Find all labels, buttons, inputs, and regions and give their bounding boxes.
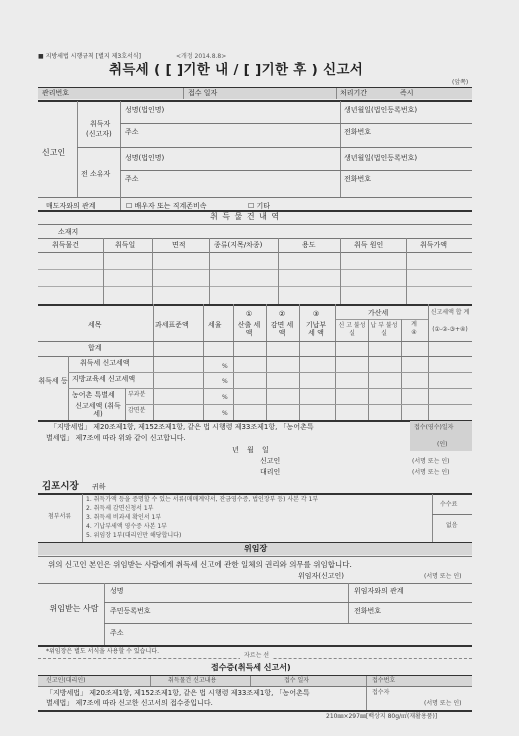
receipt-reporter-label: 신고인(대리인) [46, 677, 86, 684]
rule [104, 602, 472, 603]
addressee-suffix: 귀하 [92, 483, 106, 491]
rule [340, 101, 341, 197]
rule [38, 197, 472, 198]
rule [299, 304, 300, 420]
additional-tax-payment: 납 부 불성실 [370, 322, 398, 337]
calc-tax-num: ① [245, 310, 253, 318]
acquirer-sub-label: (신고자) [86, 130, 112, 138]
acquirer-phone-label: 전화번호 [344, 128, 372, 136]
property-col-use: 용도 [302, 241, 316, 249]
declaration-agent: 대리인 [260, 468, 281, 476]
rule [104, 583, 105, 645]
rule [336, 319, 428, 320]
rule [38, 556, 472, 557]
property-col-area: 면적 [172, 241, 186, 249]
pct-symbol: % [222, 378, 228, 385]
attachment-item-5: 5. 위임장 1부(대리인만 해당합니다) [86, 532, 182, 539]
tax-row-farm-report: 신고세액 (취득세) [75, 402, 121, 419]
rule [335, 304, 336, 420]
receipt-title: 접수증(취득세 신고서) [211, 663, 291, 672]
rule [38, 100, 472, 102]
reporter-section-label: 신고인 [42, 148, 66, 157]
agent-sign[interactable]: (서명 또는 인) [412, 469, 450, 476]
property-col-item: 취득물건 [52, 241, 80, 249]
acquirer-label: 취득자 [90, 120, 111, 128]
additional-tax-report: 신 고 불성실 [338, 322, 366, 337]
fee-none: 없음 [446, 522, 458, 529]
acquirer-birth-label: 생년월일(법인등록번호) [344, 106, 418, 114]
reporter-sign[interactable]: (서명 또는 인) [412, 458, 450, 465]
rule [366, 676, 367, 710]
shade [38, 676, 472, 686]
rule [38, 686, 472, 687]
declaration-reporter: 신고인 [260, 457, 281, 465]
prev-owner-birth-label: 생년월일(법인등록번호) [344, 154, 418, 162]
rule [125, 404, 472, 405]
delegatee-label: 위임받는 사람 [49, 604, 99, 613]
attachments-label: 첨부서류 [48, 513, 72, 520]
process-period-label: 처리기간 [340, 89, 368, 97]
pct-symbol: % [222, 394, 228, 401]
addressee-mayor: 김포시장 [42, 481, 79, 492]
rule [68, 388, 472, 389]
footer-paper-spec: 210㎜×297㎜[백상지 80g/㎡(재활용품)] [326, 713, 438, 720]
delegatee-id-label: 주민등록번호 [110, 607, 151, 615]
receipt-item-label: 취득물건 신고내용 [168, 677, 217, 684]
receipt-stamp-header: 접수(영수)일자 [414, 424, 454, 431]
rule [38, 356, 472, 357]
front-side-label: (앞쪽) [452, 79, 469, 86]
rule [38, 304, 472, 306]
rule [340, 238, 341, 304]
rule [153, 304, 154, 420]
relation-label: 매도자와의 관계 [46, 202, 96, 210]
rule [152, 238, 153, 304]
tax-item-header: 세목 [88, 321, 102, 329]
pct-symbol: % [222, 363, 228, 370]
delegatee-name-label: 성명 [110, 587, 124, 595]
rule [104, 623, 472, 624]
attachment-item-2: 2. 취득세 감면신청서 1부 [86, 505, 154, 512]
delegator-label: 위임자(신고인) [298, 572, 345, 580]
rule [68, 372, 472, 373]
prev-owner-address-label: 주소 [125, 175, 139, 183]
delegator-sign[interactable]: (서명 또는 인) [424, 573, 462, 580]
mgmt-no-label: 관리번호 [42, 89, 70, 97]
rule [250, 676, 251, 686]
reduced-tax-header: 감면 세액 [270, 321, 294, 338]
receipt-text-line2: 별세법」 제7조에 따라 신고한 신고서의 접수증입니다. [46, 699, 213, 707]
rule [209, 238, 210, 304]
reduced-tax-num: ② [278, 310, 286, 318]
receipt-stamp-seal: (인) [437, 441, 448, 448]
receipt-date-label: 접수 일자 [284, 677, 310, 684]
rule [77, 101, 78, 197]
rule [120, 170, 472, 171]
declaration-line2: 별세법」 제7조에 따라 위와 같이 신고합니다. [46, 434, 186, 442]
rule [336, 88, 337, 99]
property-section-title: 취 득 물 건 내 역 [210, 212, 281, 221]
property-col-type: 종류(지목/차종) [214, 241, 263, 249]
form-revision: <개정 2014.8.8> [176, 53, 227, 60]
location-label: 소재지 [58, 228, 79, 236]
sum-row-label: 합계 [88, 344, 102, 352]
relation-option-spouse[interactable]: ☐ 배우자 또는 직계존비속 [126, 202, 207, 210]
tax-rate-header: 세율 [208, 321, 222, 329]
receiver-sign[interactable]: (서명 또는 인) [424, 700, 462, 707]
cut-line-label: 자르는 선 [240, 653, 273, 659]
rule [120, 197, 121, 210]
tax-row-farm: 농어촌 특별세 [72, 391, 115, 399]
fee-label: 수수료 [440, 501, 458, 508]
attachment-item-4: 4. 기납부세액 영수증 사본 1부 [86, 523, 167, 530]
tax-base-header: 과세표준액 [155, 321, 189, 329]
relation-option-other[interactable]: ☐ 기타 [248, 202, 271, 210]
rule [77, 147, 472, 148]
acquirer-address-label: 주소 [125, 128, 139, 136]
farm-levied: 부과분 [128, 391, 146, 398]
tax-row-edu: 지방교육세 신고세액 [72, 375, 136, 383]
delegation-note: *위임장은 별도 서식을 사용할 수 있습니다. [46, 648, 159, 655]
receipt-text-line1: 「지방세법」 제20조제1항, 제152조제1항, 같은 법 시행령 제33조제1항, 「농어촌특 [46, 689, 310, 697]
rule [278, 238, 279, 304]
rule [38, 420, 472, 422]
calc-tax-header: 산출 세액 [237, 321, 261, 338]
additional-tax-num: ④ [411, 329, 417, 336]
rule [150, 676, 151, 686]
rule [233, 304, 234, 420]
rule [38, 224, 472, 225]
rule [103, 238, 104, 304]
rule [432, 494, 433, 542]
prev-owner-name-label: 성명(법인명) [125, 154, 165, 162]
tax-row-acq: 취득세 신고세액 [80, 359, 130, 367]
form-title: 취득세 ( [ ]기한 내 / [ ]기한 후 ) 신고서 [109, 62, 364, 78]
additional-tax-sum: 계 [411, 321, 417, 328]
delegatee-relation-label: 위임자와의 관계 [354, 587, 404, 595]
delegatee-address-label: 주소 [110, 629, 124, 637]
declaration-line1: 「지방세법」 제20조제1항, 제152조제1항, 같은 법 시행령 제33조제1항, 「농어촌특 [50, 423, 314, 431]
total-tax-formula: (①-②-③+④) [432, 326, 468, 333]
rule [38, 645, 472, 647]
attachment-item-1: 1. 취득가액 등을 증명할 수 있는 서류(매매계약서, 잔금영수증, 법인장부 등) 사본 각 1부 [86, 496, 319, 503]
property-col-price: 취득가액 [420, 241, 448, 249]
form-reference: ■ 지방세법 시행규칙 [별지 제3호서식] [38, 53, 141, 60]
pct-symbol: % [222, 410, 228, 417]
acquirer-name-label: 성명(법인명) [125, 106, 165, 114]
rule [120, 101, 121, 197]
rule [203, 304, 204, 420]
delegation-text: 위의 신고인 본인은 위임받는 사람에게 취득세 신고에 관한 일체의 권리와 의무를 위임합니다. [48, 560, 352, 569]
rule [432, 514, 472, 515]
prepaid-tax-num: ③ [312, 310, 320, 318]
rule [428, 304, 429, 420]
prev-owner-label: 전 소유자 [81, 170, 111, 178]
rule [183, 88, 184, 99]
receipt-date-label: 접수 일자 [188, 89, 218, 97]
rule [38, 493, 472, 495]
rule [348, 583, 349, 623]
declaration-date: 년 월 일 [232, 446, 269, 454]
acq-tax-group-label: 취득세 등 [38, 377, 68, 385]
prev-owner-phone-label: 전화번호 [344, 175, 372, 183]
delegation-title: 위임장 [244, 544, 268, 553]
rule [82, 494, 83, 542]
rule [38, 341, 472, 342]
receiver-label: 접수자 [372, 689, 390, 696]
rule [406, 238, 407, 304]
delegatee-phone-label: 전화번호 [354, 607, 382, 615]
total-tax-header: 신고세액 합 계 [430, 309, 470, 316]
rule [120, 123, 472, 124]
rule [266, 304, 267, 420]
immediate-label: 즉시 [400, 89, 414, 97]
property-col-date: 취득일 [115, 241, 136, 249]
rule [38, 710, 472, 712]
farm-reduced: 감면분 [128, 407, 146, 414]
attachment-item-3: 3. 취득세 비과세 확인서 1부 [86, 514, 162, 521]
prepaid-tax-header: 기납부 세 액 [305, 321, 327, 338]
additional-tax-header: 가산세 [368, 309, 389, 317]
receipt-no-label: 접수번호 [372, 677, 396, 684]
property-col-cause: 취득 원인 [354, 241, 384, 249]
